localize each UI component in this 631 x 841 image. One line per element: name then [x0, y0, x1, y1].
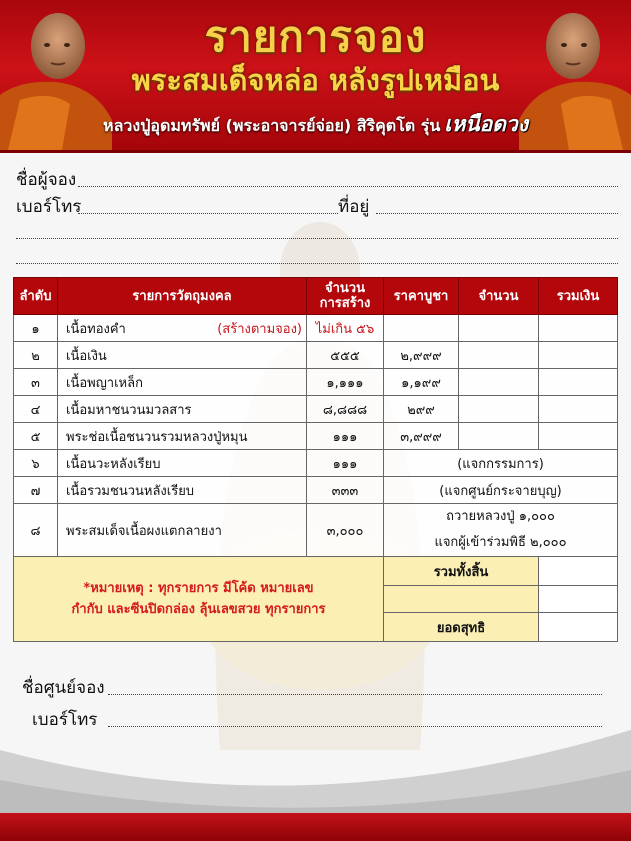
row-made: ๓๓๓ — [307, 477, 384, 504]
row-price: ๒๙๙ — [384, 396, 459, 423]
row-total-input[interactable] — [539, 423, 618, 450]
table-row — [14, 477, 618, 504]
col-item: รายการวัตถุมงคล — [58, 278, 307, 315]
remark-line1: *หมายเหตุ : ทุกรายการ มีโค้ด หมายเลข — [83, 581, 314, 596]
center-phone-label: เบอร์โทร — [32, 710, 98, 730]
grand-total-input[interactable] — [539, 557, 618, 586]
col-total: รวมเงิน — [539, 278, 618, 315]
net-total-input[interactable] — [539, 613, 618, 642]
col-qty: จำนวน — [459, 278, 539, 315]
grand-total-label: รวมทั้งสิ้น — [384, 557, 539, 586]
center-name-input[interactable] — [108, 694, 602, 695]
remark-line2: กำกับ และซีนปิดกล่อง ลุ้นเลขสวย ทุกรายการ — [71, 602, 326, 617]
row-no: ๕ — [14, 423, 58, 450]
order-table — [13, 277, 618, 642]
row-price: ๓,๙๙๙ — [384, 423, 459, 450]
row-qty-input[interactable] — [459, 423, 539, 450]
row-total-input[interactable] — [539, 315, 618, 342]
row-no: ๓ — [14, 369, 58, 396]
row-price: ๑,๑๙๙ — [384, 369, 459, 396]
row-qty-input[interactable] — [459, 342, 539, 369]
row-total-input[interactable] — [539, 369, 618, 396]
row-item-name: เนื้อทองคำ — [66, 321, 126, 337]
row-item: เนื้อเงิน — [58, 342, 307, 369]
row-qty-input[interactable] — [459, 369, 539, 396]
row-made: ๕๕๕ — [307, 342, 384, 369]
table-row — [14, 450, 618, 477]
row-price — [384, 315, 459, 342]
row-item — [58, 315, 307, 342]
row-item: เนื้อมหาชนวนมวลสาร — [58, 396, 307, 423]
page-title: รายการจอง — [204, 12, 427, 61]
row-made: ไม่เกิน ๕๖ — [307, 315, 384, 342]
row-item: เนื้อนวะหลังเรียบ — [58, 450, 307, 477]
phone-input[interactable] — [78, 213, 338, 214]
table-row — [14, 342, 618, 369]
row-distribution-line2: แจกผู้เข้าร่วมพิธี ๒,๐๐๐ — [434, 535, 567, 550]
address-line-3[interactable] — [16, 263, 618, 264]
center-phone-input[interactable] — [108, 726, 602, 727]
address-label: ที่อยู่ — [338, 197, 370, 217]
remark-note — [14, 557, 384, 642]
col-no: ลำดับ — [14, 278, 58, 315]
row-no: ๘ — [14, 504, 58, 557]
col-price: ราคาบูชา — [384, 278, 459, 315]
table-header-row — [14, 278, 618, 315]
row-total-input[interactable] — [539, 342, 618, 369]
table-row — [14, 423, 618, 450]
net-total-label: ยอดสุทธิ — [384, 613, 539, 642]
row-qty-input[interactable] — [459, 396, 539, 423]
row-made: ๑,๑๑๑ — [307, 369, 384, 396]
row-distribution — [384, 504, 618, 557]
row-no: ๑ — [14, 315, 58, 342]
series-name: เหนือดวง — [444, 112, 528, 136]
row-distribution: (แจกศูนย์กระจายบุญ) — [384, 477, 618, 504]
row-distribution-line1: ถวายหลวงปู่ ๑,๐๐๐ — [446, 509, 555, 524]
table-row — [14, 396, 618, 423]
row-no: ๖ — [14, 450, 58, 477]
monk-name: หลวงปู่อุดมทรัพย์ (พระอาจารย์จ่อย) สิริคุตโต รุ่น — [103, 116, 441, 135]
address-input[interactable] — [376, 213, 618, 214]
summary-blank-label — [384, 586, 539, 613]
footer-band — [0, 813, 631, 841]
row-distribution: (แจกกรรมการ) — [384, 450, 618, 477]
row-no: ๗ — [14, 477, 58, 504]
monk-line — [0, 108, 631, 141]
row-made: ๓,๐๐๐ — [307, 504, 384, 557]
summary-blank-input[interactable] — [539, 586, 618, 613]
table-row — [14, 315, 618, 342]
name-label: ชื่อผู้จอง — [16, 170, 77, 190]
row-qty-input[interactable] — [459, 315, 539, 342]
col-made — [307, 278, 384, 315]
table-row — [14, 504, 618, 557]
header-banner — [0, 0, 631, 153]
address-line-2[interactable] — [16, 238, 618, 239]
row-item: เนื้อรวมชนวนหลังเรียบ — [58, 477, 307, 504]
center-name-label: ชื่อศูนย์จอง — [22, 678, 105, 698]
row-no: ๒ — [14, 342, 58, 369]
phone-label: เบอร์โทร — [16, 197, 82, 217]
row-price: ๒,๙๙๙ — [384, 342, 459, 369]
row-made: ๑๑๑ — [307, 450, 384, 477]
page-subtitle: พระสมเด็จหล่อ หลังรูปเหมือน — [131, 63, 500, 97]
col-made-line1: จำนวน — [325, 281, 365, 296]
table-row — [14, 369, 618, 396]
row-total-input[interactable] — [539, 396, 618, 423]
row-no: ๔ — [14, 396, 58, 423]
row-made: ๑๑๑ — [307, 423, 384, 450]
row-item: เนื้อพญาเหล็ก — [58, 369, 307, 396]
row-item: พระช่อเนื้อชนวนรวมหลวงปู่หมุน — [58, 423, 307, 450]
col-made-line2: การสร้าง — [319, 296, 371, 311]
row-item-note: (สร้างตามจอง) — [217, 321, 302, 337]
name-input[interactable] — [78, 186, 618, 187]
row-item: พระสมเด็จเนื้อผงแตกลายงา — [58, 504, 307, 557]
summary-row-total — [14, 557, 618, 586]
row-made: ๘,๘๘๘ — [307, 396, 384, 423]
